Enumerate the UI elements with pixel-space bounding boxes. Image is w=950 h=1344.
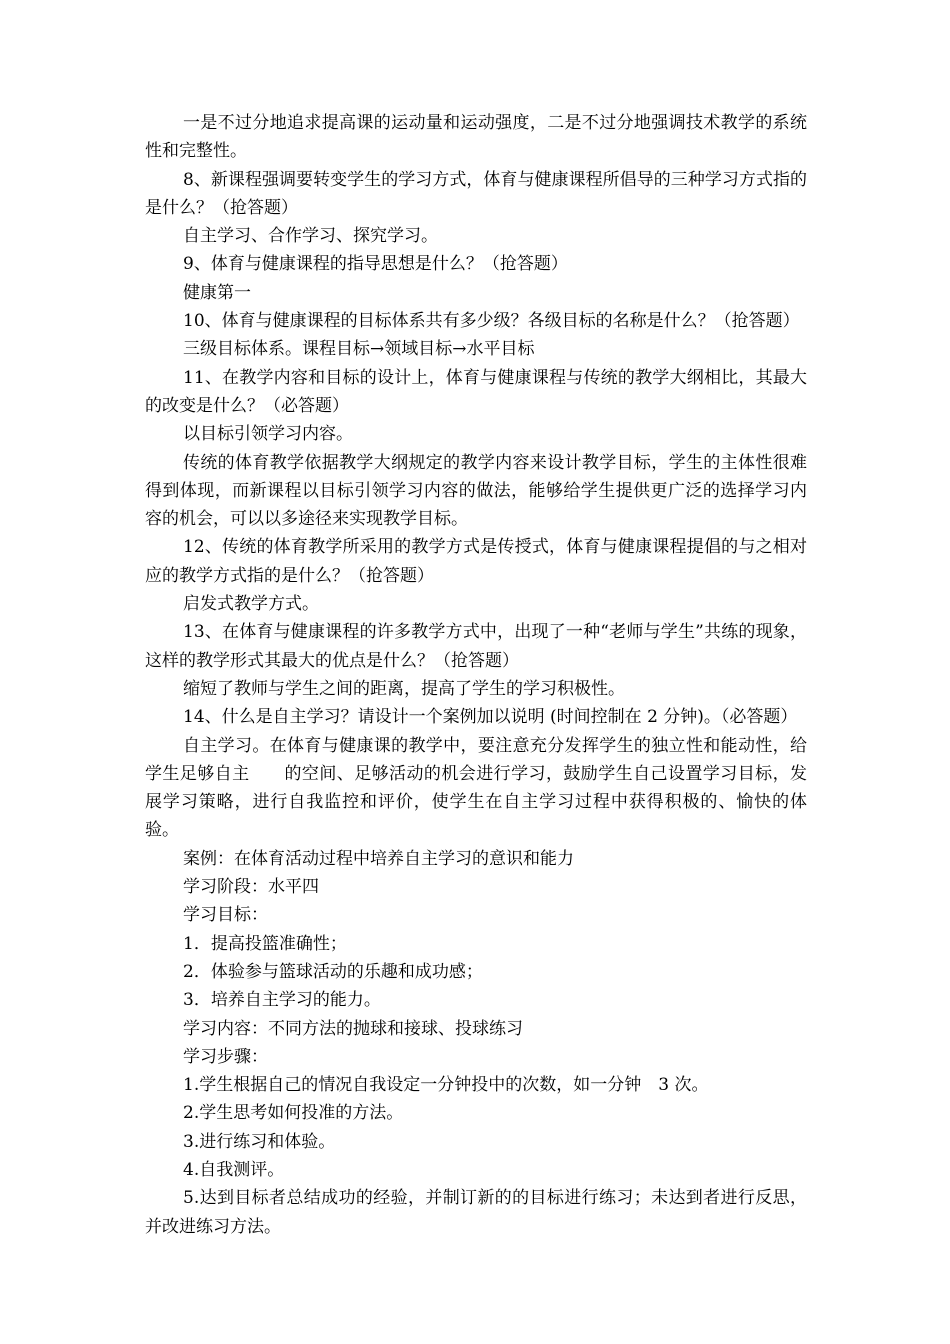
answer-10: 三级目标体系。课程目标→领域目标→水平目标: [183, 339, 535, 360]
question-10: 10、体育与健康课程的目标体系共有多少级？各级目标的名称是什么？（抢答题）: [183, 311, 800, 332]
learning-goal-item: 3．培养自主学习的能力。: [183, 990, 381, 1011]
question-9: 9、体育与健康课程的指导思想是什么？（抢答题）: [183, 254, 568, 275]
question-8: 8、新课程强调要转变学生的学习方式，体育与健康课程所倡导的三种学习方式指的是什么？（抢答题）: [145, 169, 807, 218]
paragraph: 一是不过分地追求提高课的运动量和运动强度，二是不过分地强调技术教学的系统性和完整性。: [145, 113, 807, 162]
answer-11: 以目标引领学习内容。: [183, 424, 353, 445]
learning-step-item: 3.进行练习和体验。: [183, 1131, 336, 1152]
learning-step-item: 1.学生根据自己的情况自我设定一分钟投中的次数，如一分钟 3 次。: [183, 1075, 709, 1096]
question-13: 13、在体育与健康课程的许多教学方式中，出现了一种“老师与学生”共练的现象，这样的教学形式其最大的优点是什么？（抢答题）: [145, 622, 807, 671]
learning-goal-item: 1．提高投篮准确性；: [183, 933, 347, 954]
question-11: 11、在教学内容和目标的设计上，体育与健康课程与传统的教学大纲相比，其最大的改变是什么？（必答题）: [145, 367, 807, 416]
learning-step-item: 2.学生思考如何投准的方法。: [183, 1103, 404, 1124]
learning-step-item: 5.达到目标者总结成功的经验，并制订新的的目标进行练习；未达到者进行反思，并改进练习方法。: [145, 1188, 807, 1237]
question-14: 14、什么是自主学习？请设计一个案例加以说明 (时间控制在 2 分钟)。（必答题）: [183, 707, 798, 728]
answer-9: 健康第一: [183, 282, 251, 303]
document-body: [145, 109, 807, 1241]
answer-13: 缩短了教师与学生之间的距离，提高了学生的学习积极性。: [183, 678, 625, 699]
learning-goal-item: 2．体验参与篮球活动的乐趣和成功感；: [183, 961, 483, 982]
learning-stage: 学习阶段：水平四: [183, 877, 319, 898]
learning-steps-heading: 学习步骤：: [183, 1046, 268, 1067]
question-12: 12、传统的体育教学所采用的教学方式是传授式，体育与健康课程提倡的与之相对应的教学方式指的是什么？（抢答题）: [145, 537, 807, 586]
learning-step-item: 4.自我测评。: [183, 1159, 285, 1180]
answer-14: 自主学习。在体育与健康课的教学中，要注意充分发挥学生的独立性和能动性，给学生足够自主 的空间、足够活动的机会进行学习，鼓励学生自己设置学习目标，发展学习策略，进行自我监控和评价，使学生在自主学习过程中获得积极的、愉快的体验。: [145, 735, 807, 841]
case-title: 案例：在体育活动过程中培养自主学习的意识和能力: [183, 848, 574, 869]
answer-11-explanation: 传统的体育教学依据教学大纲规定的教学内容来设计教学目标，学生的主体性很难得到体现，而新课程以目标引领学习内容的做法，能够给学生提供更广泛的选择学习内容的机会，可以以多途径来实现教学目标。: [145, 452, 807, 530]
answer-12: 启发式教学方式。: [183, 594, 319, 615]
answer-8: 自主学习、合作学习、探究学习。: [183, 226, 438, 247]
learning-content: 学习内容：不同方法的抛球和接球、投球练习: [183, 1018, 523, 1039]
learning-goals-heading: 学习目标：: [183, 905, 268, 926]
